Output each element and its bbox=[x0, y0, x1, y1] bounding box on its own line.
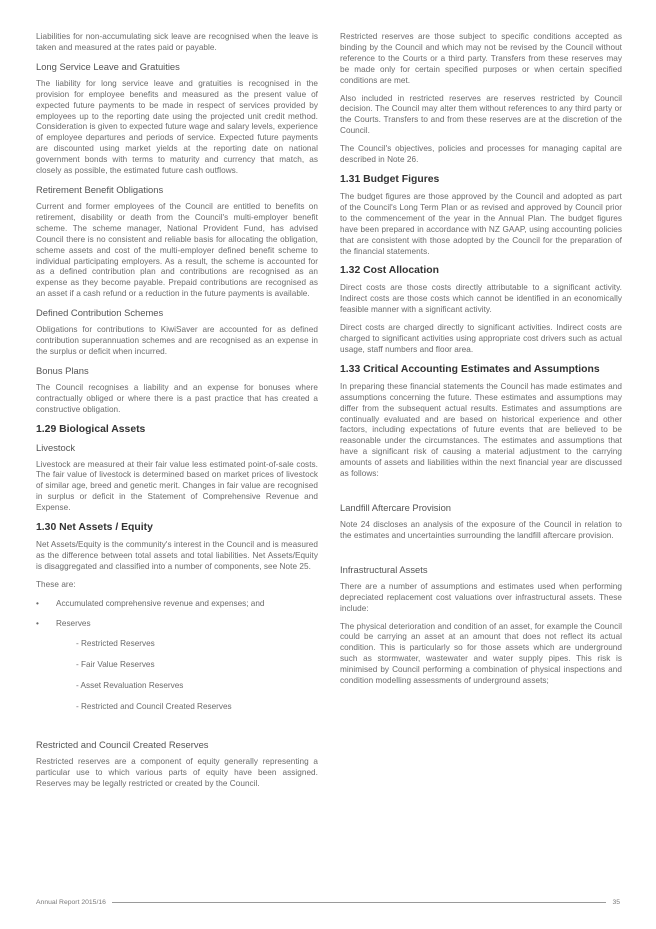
bonus-plans-paragraph: The Council recognises a liability and an expense for bonuses where contractually obliged or where there is a past practice that has created a constructive obligation. bbox=[36, 382, 318, 414]
infrastructural-paragraph-2: The physical deterioration and condition of an asset, for example the Council could be carrying an asset at an amount that does not reflect its actual condition. This is particularly so for those assets which are underground such as stormwater, wastewater and water supply pipes. This risk is minimised by Council performing a combination of physical inspections and condition modelling assessments of underground assets; bbox=[340, 621, 622, 686]
restricted-reserves-heading: Restricted and Council Created Reserves bbox=[36, 738, 209, 750]
livestock-paragraph: Livestock are measured at their fair value less estimated point-of-sale costs. The fair value of livestock is determined based on market prices of livestock of similar age, breed and genetic merit. Changes in fair value are recognised in surplus or deficit in the Statement of Comprehensive Revenue and Expense. bbox=[36, 459, 318, 513]
list-item: - Restricted and Council Created Reserves bbox=[76, 701, 232, 711]
critical-estimates-paragraph: In preparing these financial statements the Council has made estimates and assumptions concerning the future. These estimates and assumptions may differ from the subsequent actual results. Estimates and assumptions are continually evaluated and are based on historical experience and other factors, including expectations of future events that are believed to be reasonable under the circumstances. The estimates and assumptions that have a significant risk of causing a material adjustment to the carrying amounts of assets and liabilities within the next financial year are discussed as follows: bbox=[340, 381, 622, 479]
these-are-text: These are: bbox=[36, 579, 76, 589]
long-service-paragraph: The liability for long service leave and gratuities is recognised in the provision for employee benefits and measured as the present value of expected future payments to be made in respect of services provided by employees up to the reporting date using the projected unit credit method. Consideration is given to expected future wage and salary levels, experience of employee departures and periods of service. Expected future payments are discounted using market yields at the reporting date on national government bonds with terms to maturity and currency that match, as closely as possible, the estimated future cash outflows. bbox=[36, 78, 318, 176]
restricted-conditions-paragraph: Restricted reserves are those subject to specific conditions accepted as binding by the Council and which may not be revised by the Council without reference to the Courts or a third party. Transfers from these reserves may be made only for certain specified purposes or when certain specified conditions are met. bbox=[340, 32, 622, 85]
list-item: • Reserves bbox=[36, 618, 318, 629]
retirement-heading: Retirement Benefit Obligations bbox=[36, 183, 164, 195]
list-item: - Fair Value Reserves bbox=[76, 659, 155, 669]
bonus-plans-heading: Bonus Plans bbox=[36, 364, 89, 376]
infrastructural-assets-heading: Infrastructural Assets bbox=[340, 563, 428, 575]
defined-contribution-paragraph: Obligations for contributions to KiwiSaver are accounted for as defined contribution superannuation schemes and are recognised as an expense in the surplus or deficit when incurred. bbox=[36, 325, 318, 356]
budget-figures-heading: 1.31 Budget Figures bbox=[340, 173, 440, 185]
capital-objectives-paragraph: The Council's objectives, policies and processes for managing capital are described in Note 26. bbox=[340, 144, 622, 165]
cost-allocation-paragraph-2: Direct costs are charged directly to significant activities. Indirect costs are charged to significant activities using appropriate cost drivers such as actual usage, staff numbers and floor area. bbox=[340, 323, 622, 354]
defined-contribution-heading: Defined Contribution Schemes bbox=[36, 307, 164, 319]
sick-leave-paragraph: Liabilities for non-accumulating sick leave are recognised when the leave is taken and measured at the rates paid or payable. bbox=[36, 32, 318, 52]
equity-components-list bbox=[36, 598, 318, 629]
reserves-sublist bbox=[36, 638, 318, 712]
page-number: 35 bbox=[612, 898, 620, 906]
list-item: - Restricted Reserves bbox=[76, 638, 155, 648]
left-column bbox=[36, 32, 318, 796]
infrastructural-paragraph-1: There are a number of assumptions and estimates used when performing depreciated replacement cost valuations over infrastructural assets. These include: bbox=[340, 581, 622, 613]
right-column bbox=[340, 32, 622, 694]
budget-figures-paragraph: The budget figures are those approved by the Council and adopted as part of the Council's Long Term Plan or as revised and approved by Council prior to the commencement of the year in the Annual Plan. The budget figures have been prepared in accordance with NZ GAAP, using accounting policies that are consistent with those adopted by the Council for the preparation of the financial statements. bbox=[340, 191, 622, 256]
livestock-heading: Livestock bbox=[36, 441, 76, 453]
list-item: • Accumulated comprehensive revenue and expenses; and bbox=[36, 598, 318, 609]
biological-assets-heading: 1.29 Biological Assets bbox=[36, 423, 146, 435]
page-footer bbox=[36, 896, 620, 908]
footer-label: Annual Report 2015/16 bbox=[36, 898, 106, 906]
footer-rule bbox=[112, 902, 607, 903]
council-decision-paragraph: Also included in restricted reserves are reserves restricted by Council decision. The Council may alter them without references to any third party or the Courts. Transfers to and from these reserves are at the discretion of the Council. bbox=[340, 93, 622, 136]
restricted-reserves-paragraph: Restricted reserves are a component of equity generally representing a particular use to which various parts of equity have been assigned. Reserves may be legally restricted or created by the Council. bbox=[36, 756, 318, 788]
landfill-paragraph: Note 24 discloses an analysis of the exposure of the Council in relation to the estimates and uncertainties surrounding the landfill aftercare provision. bbox=[340, 520, 622, 540]
retirement-paragraph: Current and former employees of the Council are entitled to benefits on retirement, disability or death from the Council's multi-employer benefit scheme. The scheme manager, National Provident Fund, has advised Council there is no consistent and reliable basis for allocating the obligation, scheme assets and cost of the multi-employer defined benefit scheme to individual participating employers. As a result, the scheme is accounted for as a defined contribution plan and contributions are recognised as an expense as they become payable. Prepaid contributions are recognised as an asset if a cash refund or a reduction in the future payments is available. bbox=[36, 201, 318, 299]
net-assets-paragraph: Net Assets/Equity is the community's interest in the Council and is measured as the difference between total assets and total liabilities. Net Assets/Equity is disaggregated and classified into a number of components, see Note 25. bbox=[36, 540, 318, 571]
cost-allocation-heading: 1.32 Cost Allocation bbox=[340, 265, 439, 277]
landfill-heading: Landfill Aftercare Provision bbox=[340, 502, 451, 513]
list-item: - Asset Revaluation Reserves bbox=[76, 680, 184, 690]
net-assets-heading: 1.30 Net Assets / Equity bbox=[36, 522, 153, 534]
critical-estimates-heading: 1.33 Critical Accounting Estimates and Assumptions bbox=[340, 363, 600, 375]
cost-allocation-paragraph-1: Direct costs are those costs directly attributable to a significant activity. Indirect costs are those costs which cannot be identified in an economically feasible manner with a significant activity. bbox=[340, 283, 622, 315]
long-service-heading: Long Service Leave and Gratuities bbox=[36, 60, 180, 72]
